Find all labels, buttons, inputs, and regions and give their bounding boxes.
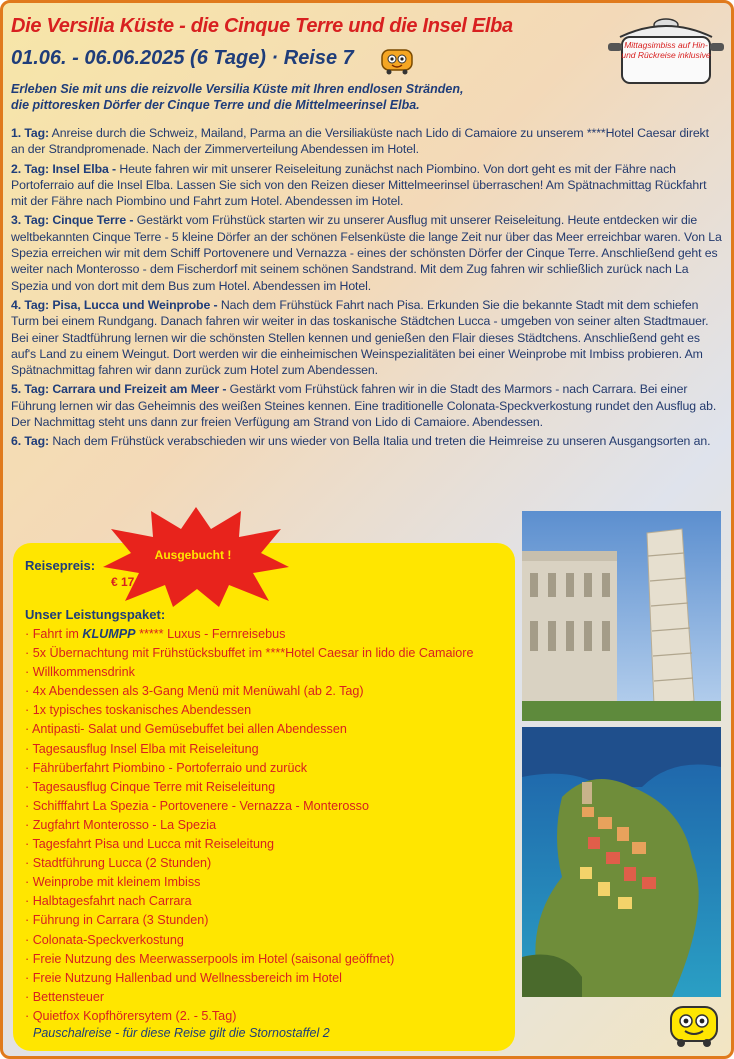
- trip-dates: 01.06. - 06.06.2025 (6 Tage) · Reise 7: [11, 47, 354, 69]
- service-item: · Schifffahrt La Spezia - Portovenere - Vernazza - Monterosso: [25, 797, 505, 816]
- service-item: · 1x typisches toskanisches Abendessen: [25, 701, 505, 720]
- day-label: 4. Tag: Pisa, Lucca und Weinprobe -: [11, 297, 218, 312]
- services-title: Unser Leistungspaket:: [25, 607, 166, 622]
- page-title: Die Versilia Küste - die Cinque Terre und die Insel Elba: [11, 15, 513, 37]
- day-3: [11, 212, 723, 293]
- bus-mascot-logo-icon: [667, 1003, 721, 1049]
- itinerary: [11, 125, 723, 453]
- service-item: · Tagesausflug Cinque Terre mit Reiseleitung: [25, 778, 505, 797]
- service-item: · Fahrt im KLUMPP ***** Luxus - Fernreisebus: [25, 625, 505, 644]
- day-label: 1. Tag:: [11, 126, 50, 140]
- footer-note: Pauschalreise - für diese Reise gilt die Stornostaffel 2: [33, 1026, 330, 1040]
- service-item: · Colonata-Speckverkostung: [25, 931, 505, 950]
- day-2: [11, 161, 723, 210]
- service-item: · Halbtagesfahrt nach Carrara: [25, 892, 505, 911]
- day-label: 2. Tag: Insel Elba -: [11, 161, 117, 176]
- bus-mascot-icon: [380, 47, 414, 75]
- day-text: Gestärkt vom Frühstück starten wir zu unserer Ausflug mit unserer Reiseleitung. Heute entdecken wir die weltbekannten Cinque Terre - 5 kleine Dörfer an der schönen Felsenküste die lange Zeit nur über das Meer erreichbar waren. Von La Spezia erreichen wir mit dem Schiff Portovenere und Vernazza - eines der schönsten Dörfer der Cinque Terre. Anschließend geht es weiter nach Monterosso - dem Fischerdorf mit seinem schönen Sandstrand. Mit dem Zug fahren wir schließlich zurück nach La Spezia und von dort mit dem Bus zum Hotel. Abendessen im Hotel.: [11, 213, 722, 293]
- day-text: Nach dem Frühstück Fahrt nach Pisa. Erkunden Sie die bekannte Stadt mit dem schiefen Turm bei einem Rundgang. Danach fahren wir weiter in das toskanische Städtchen Lucca - umgeben von seiner alten Stadtmauer. Bei einer Stadtführung lernen wir die schönsten Stellen kennen und genießen den Flair dieses Städtchens. Anschließend geht es auf's Land zu einem Weingut. Dort werden wir die einheimischen Weinspezialitäten bei einer Weinprobe mit Imbiss probieren. Am Spätnachmittag fahren wir dann zurück zum Hotel zum Abendessen.: [11, 297, 709, 378]
- intro-line: Erleben Sie mit uns die reizvolle Versilia Küste mit Ihren endlosen Stränden,: [11, 82, 464, 96]
- day-5: [11, 381, 723, 430]
- service-item: · Stadtführung Lucca (2 Stunden): [25, 854, 505, 873]
- service-item: · Willkommensdrink: [25, 663, 505, 682]
- pisa-photo: [522, 511, 721, 721]
- price-label: Reisepreis:: [25, 558, 96, 573]
- service-item: · Fährüberfahrt Piombino - Portoferraio und zurück: [25, 759, 505, 778]
- price-amount: € 17: [111, 575, 135, 589]
- day-text: Anreise durch die Schweiz, Mailand, Parma an die Versiliaküste nach Lido di Camaiore zu unserem ****Hotel Caesar direkt an der Strandpromenade. Nach der Zimmerverteilung Abendessen im Hotel.: [11, 126, 709, 157]
- service-item: · 5x Übernachtung mit Frühstücksbuffet im ****Hotel Caesar in lido die Camaiore: [25, 644, 505, 663]
- service-item: · Bettensteuer: [25, 988, 505, 1007]
- service-item: · Weinprobe mit kleinem Imbiss: [25, 873, 505, 892]
- service-item: · Freie Nutzung Hallenbad und Wellnessbereich im Hotel: [25, 969, 505, 988]
- day-label: 3. Tag: Cinque Terre -: [11, 213, 134, 228]
- lunch-note: Mittagsimbiss auf Hin- und Rückreise inklusive: [621, 40, 711, 60]
- day-text: Nach dem Frühstück verabschieden wir uns wieder von Bella Italia und treten die Heimreise zu unseren Ausgangsorten an.: [49, 434, 711, 449]
- day-1: [11, 125, 723, 158]
- service-item: · Antipasti- Salat und Gemüsebuffet bei allen Abendessen: [25, 720, 505, 739]
- day-text: Heute fahren wir mit unserer Reiseleitung zunächst nach Piombino. Von dort geht es mit der Fähre nach Portoferraio auf die Insel Elba. Lassen Sie sich von den Reizen dieser Mittelmeerinsel überraschen! Am Spätnachmittag Rückfahrt mit der Fähre nach Piombino und Fahrt zum Hotel. Abendessen im Hotel.: [11, 161, 707, 209]
- day-4: [11, 297, 723, 378]
- day-label: 6. Tag:: [11, 434, 50, 449]
- day-6: [11, 433, 723, 449]
- service-item: · Freie Nutzung des Meerwasserpools im Hotel (saisonal geöffnet): [25, 950, 505, 969]
- service-item: · Quietfox Kopfhörersytem (2. - 5.Tag): [25, 1007, 505, 1026]
- service-item: · Zugfahrt Monterosso - La Spezia: [25, 816, 505, 835]
- sold-out-badge: Ausgebucht !: [154, 548, 232, 562]
- service-item: · Tagesfahrt Pisa und Lucca mit Reiseleitung: [25, 835, 505, 854]
- service-item: · Tagesausflug Insel Elba mit Reiseleitung: [25, 740, 505, 759]
- services-list: [25, 625, 505, 1026]
- intro-text: [11, 81, 611, 113]
- service-item: · Führung in Carrara (3 Stunden): [25, 911, 505, 930]
- day-label: 5. Tag: Carrara und Freizeit am Meer -: [11, 382, 227, 397]
- service-item: · 4x Abendessen als 3-Gang Menü mit Menüwahl (ab 2. Tag): [25, 682, 505, 701]
- cinque-terre-photo: [522, 727, 721, 997]
- day-text: Gestärkt vom Frühstück fahren wir in die Stadt des Marmors - nach Carrara. Bei einer Führung lernen wir das Geheimnis des weißen Steines kennen. Eine traditionelle Colonata-Speckverkostung rundet den Ausflug ab. Der Nachmittag steht uns dann zur freien Verfügung am Strand von Lido di Camaiore. Abendessen.: [11, 382, 717, 430]
- brand-name: KLUMPP: [82, 627, 136, 641]
- intro-line: die pittoresken Dörfer der Cinque Terre und die Mittelmeerinsel Elba.: [11, 98, 420, 112]
